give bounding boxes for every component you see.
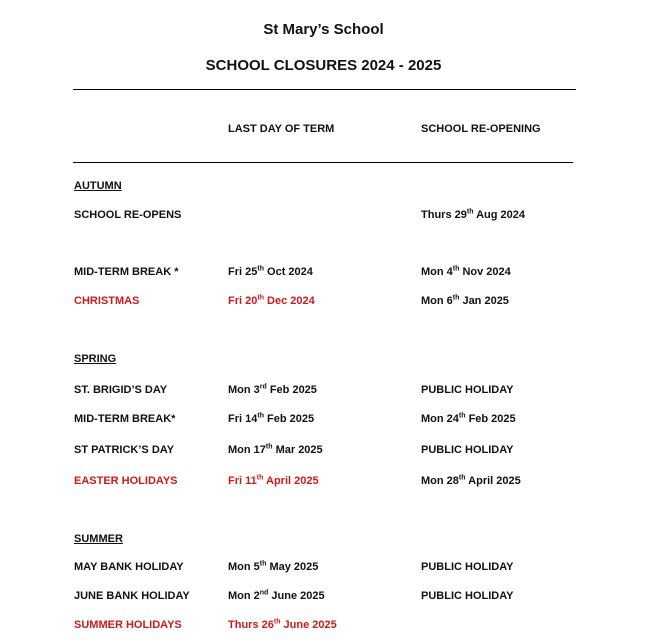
reopen-date: PUBLIC HOLIDAY [421, 444, 514, 456]
reopen-date: Mon 24th Feb 2025 [421, 412, 516, 425]
column-header-last-day: LAST DAY OF TERM [228, 123, 335, 135]
reopen-date: Mon 6th Jan 2025 [421, 294, 509, 307]
last-day-date: Mon 17th Mar 2025 [228, 443, 323, 456]
event-label: MID-TERM BREAK* [74, 413, 176, 425]
event-label: ST. BRIGID’S DAY [74, 384, 168, 396]
reopen-date: Thurs 29th Aug 2024 [421, 208, 526, 221]
last-day-date: Mon 3rd Feb 2025 [228, 383, 317, 396]
event-label: SCHOOL RE-OPENS [74, 209, 182, 221]
section-title-autumn: AUTUMN [74, 180, 122, 192]
column-header-rule [73, 162, 573, 163]
last-day-date: Fri 14th Feb 2025 [228, 412, 315, 425]
last-day-date: Mon 5th May 2025 [228, 560, 319, 573]
reopen-date: PUBLIC HOLIDAY [421, 561, 514, 573]
page-title: SCHOOL CLOSURES 2024 - 2025 [205, 57, 442, 74]
event-label: JUNE BANK HOLIDAY [74, 590, 190, 602]
last-day-date: Mon 2nd June 2025 [228, 589, 325, 602]
last-day-date: Fri 20th Dec 2024 [228, 294, 315, 307]
last-day-date: Fri 11th April 2025 [228, 474, 319, 487]
event-label: ST PATRICK’S DAY [74, 444, 175, 456]
section-title-spring: SPRING [74, 353, 117, 365]
event-label: MID-TERM BREAK * [74, 266, 179, 278]
event-label: CHRISTMAS [74, 295, 140, 307]
reopen-date: PUBLIC HOLIDAY [421, 384, 514, 396]
header-rule [73, 89, 576, 90]
event-label: EASTER HOLIDAYS [74, 475, 178, 487]
column-header-reopening: SCHOOL RE-OPENING [421, 123, 541, 135]
section-title-summer: SUMMER [74, 533, 123, 545]
school-name: St Mary’s School [263, 21, 384, 38]
reopen-date: Mon 4th Nov 2024 [421, 265, 511, 278]
event-label: SUMMER HOLIDAYS [74, 619, 182, 631]
reopen-date: Mon 28th April 2025 [421, 474, 521, 487]
event-label: MAY BANK HOLIDAY [74, 561, 184, 573]
last-day-date: Fri 25th Oct 2024 [228, 265, 313, 278]
reopen-date: PUBLIC HOLIDAY [421, 590, 514, 602]
last-day-date: Thurs 26th June 2025 [228, 618, 337, 631]
